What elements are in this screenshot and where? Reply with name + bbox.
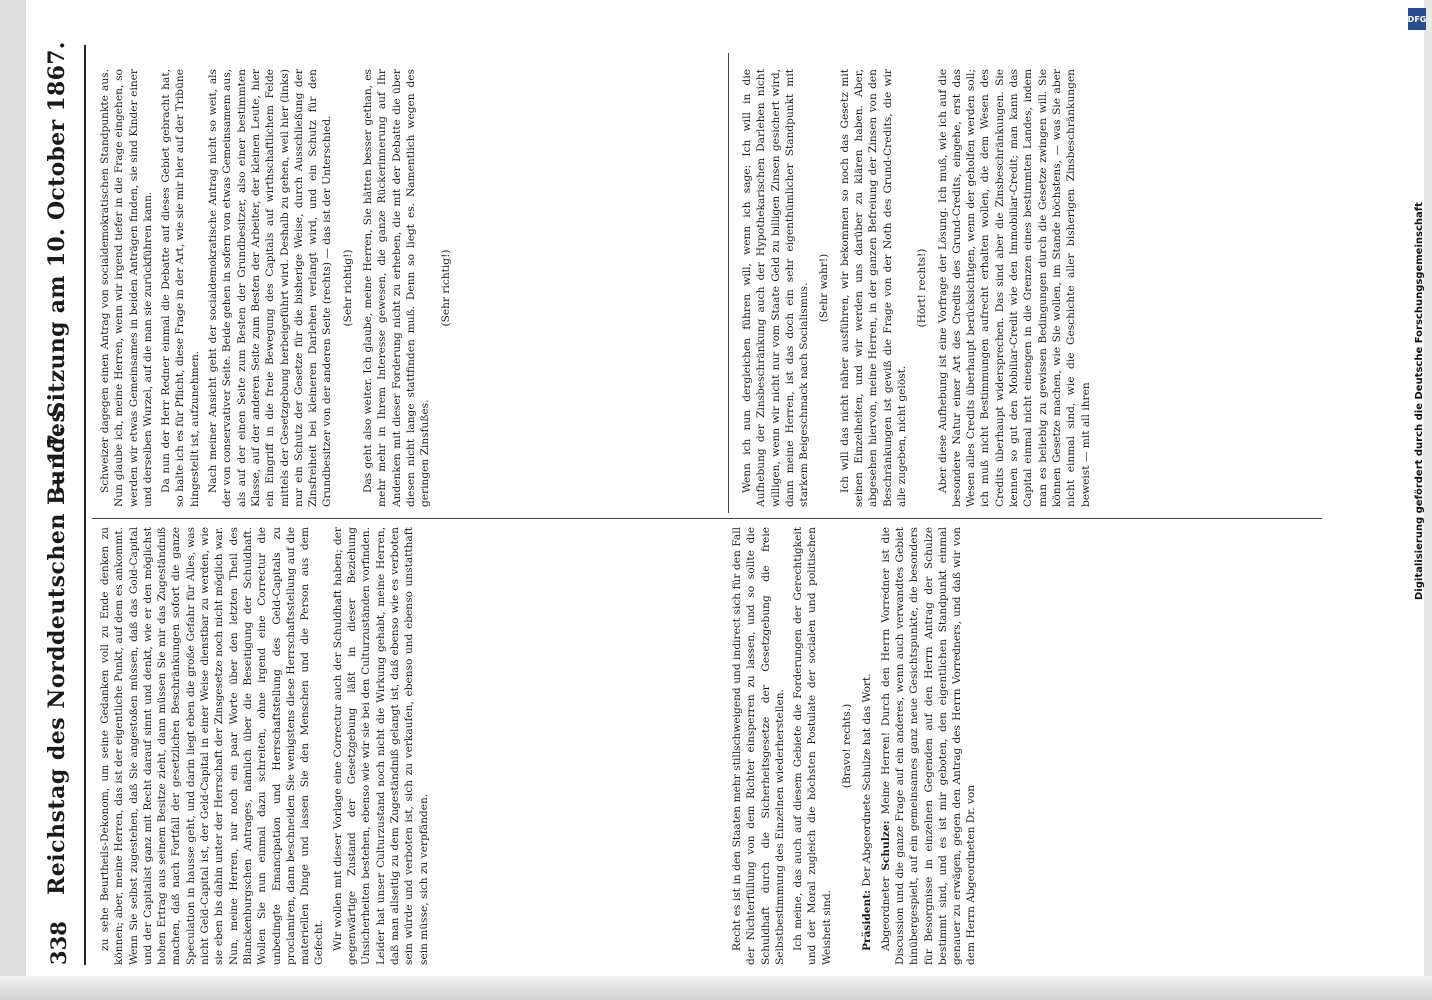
session-title: — 17. Sitzung am 10. October 1867. — [44, 41, 70, 495]
paragraph: Recht es ist in den Staaten mehr stillschweigend und indirect sich für den Fall der Nichterfüllung von dem Richter einsperren zu lassen, und so sollte die Schuldhaft durch die Sicherheitsgesetze der Gesetzgebung die freie Selbstbestimmung des Einzelnen wiederherstellen. — [731, 527, 786, 965]
interjection: (Hört! rechts!) — [916, 248, 929, 328]
paragraph: Aber diese Aufhebung ist eine Vorfrage der Lösung. Ich muß, wie ich auf die besondere Natur einer Art des Credits des Grund-Credits, eingehe, erst das Wesen alles Credits überhaupt berücksichtigen, wenn der geholfen werden soll; ich muß nicht Bestimmungen aufrecht erhalten wollen, die dem Wesen des Credits überhaupt widersprechen. Das sind aber die Zinsbeschränkungen. Sie kennen so gut den Mobiliar-Credit wie den Immobiliar-Credit; man kann das Capital einmal nicht einengen in die Grenzen eines bestimmten Landes, indem man es beliebig zu gewissen Bedingungen durch die Gesetze zwingen will. Sie können Gesetze machen, wie Sie wollen, im Stande höchstens, — was Sie aber nicht einmal sind, wie die Geschichte aller bisherigen Zinsbeschränkungen beweist — mit all ihren — [936, 69, 1092, 507]
text-column-2 — [98, 69, 718, 507]
speaker-name: Schulze: — [879, 820, 892, 871]
scan-edge-left — [0, 0, 26, 1000]
paragraph: Wir wollen mit dieser Vorlage eine Correctur auch der Schuldhaft haben; der gegenwärtige Zustand der Gesetzgebung läßt in dieser Beziehung Unsicherheiten bestehen, ebenso wie wir sie bei den Culturzuständen vorfinden. Leider hat unser Culturzustand noch nicht die Wirkung gehabt, meine Herren, daß man allseitig zu dem Zugeständniß gelangt ist, daß ebenso wie es verboten sein würde und verboten ist, sich zu verkaufen, ebenso und ebenso unstatthaft sein müsse, sich zu verpfänden. — [331, 527, 430, 965]
scan-edge-bottom — [0, 976, 1432, 1000]
page-number: 338 — [46, 921, 71, 965]
dfg-logo: DFG — [1408, 8, 1426, 30]
paragraph: Da nun der Herr Redner einmal die Debatte auf dieses Gebiet gebracht hat, so halte ich es für Pflicht, diese Frage in der Art, wie sie mir hier auf der Tribüne hingestellt ist, aufzunehmen. — [160, 69, 201, 507]
digitization-credit: Digitalisierung gefördert durch die Deutsche Forschungsgemeinschaft — [1414, 202, 1425, 600]
interjection: (Sehr richtig!) — [341, 249, 354, 327]
speaker-intro: Abgeordneter — [879, 876, 892, 951]
column-divider — [92, 518, 1322, 519]
speaker-line — [860, 527, 874, 965]
header-rule — [84, 45, 86, 965]
speaker-text: Der Abgeordnete Schulze hat das Wort. — [861, 673, 874, 887]
running-title: Reichstag des Norddeutschen Bundes. — [44, 401, 70, 895]
text-column-1 — [98, 527, 698, 965]
text-column-3 — [730, 527, 1330, 965]
interjection: (Sehr richtig!) — [439, 249, 452, 327]
paragraph: Das geht also weiter. Ich glaube, meine Herren, Sie hätten besser gethan, es mehr mehr in Ihrem Interesse gewesen, die ganze Rückerinnerung auf Ihr Andenken mit dieser Forderung nicht zu erheben, die mit der Debatte die über diesen nicht lange stattfinden muß. Denn so liegt es. Namentlich wegen des geringen Zinsfußes. — [362, 69, 432, 507]
paragraph — [879, 527, 979, 965]
interjection: (Sehr wahr!) — [818, 253, 831, 323]
paragraph: Wenn ich nun dergleichen führen will, wenn ich sage: Ich will in die Aufhebung der Zinsbeschränkung auch der Hypothekarischen Darlehen nicht willigen, wenn wir nicht nur vom Staate Geld zu billigen Zinsen gesichert wird, dann meine Herren, ist das doch ein sehr eigenthümlicher Standpunkt mit starkem Beigeschmack nach Socialismus. — [741, 69, 811, 507]
paragraph: Schweizer dagegen einen Antrag von socialdemokratischen Standpunkte aus. Nun glaube ich, meine Herren, wenn wir irgend tiefer in die Frage eingehen, so werden wir etwas Gemeinsames in beiden Anträgen finden, sie sind Kinder einer und derselben Wurzel, auf die man sie zurückführen kann. — [99, 69, 154, 507]
interjection: (Bravo! rechts.) — [841, 703, 854, 789]
paragraph: zu sehe Beurtheils-Dekonom, um seine Gedanken voll zu Ende denken zu können; aber, meine Herren, das ist der eigentliche Punkt, auf dem es ankommt. Wenn Sie selbst zugestehen, daß Sie angestoßen müssen, daß das Gold-Capital und der Capitalist ganz mit Recht darauf sinnt und denkt, wie er den möglichst hohen Ertrag aus seinem Besitze zieht, dann müssen Sie mir das Zugeständniß machen, daß nach Fortfall der gesetzlichen Beschränkungen sofort die ganze Speculation in hausse geht, und darin liegt eben die große Gefahr für Alles, was nicht Geld-Capital ist, der Geld-Capital in einer Weise dienstbar zu werden, wie sie eben bis dahin unter der Herrschaft der Zinsgesetze noch nicht möglich war. Nun, meine Herren, nur noch ein paar Worte über den letzten Theil des Blanckenburgschen Antrages, nämlich über die Beseitigung der Schuldhaft. Wollen Sie nun einmal dazu schreiten, ohne irgend eine Correctur die unbedingte Emancipation und Herrschaftstellung des Geld-Capitals zu proclamiren, dann beschneiden Sie wenigstens diese Herrschaftsstellung auf die materiellen Dinge und lassen Sie den Menschen und die Person aus dem Gefecht. — [99, 527, 326, 965]
section-divider — [728, 53, 729, 513]
paragraph: Ich will das nicht näher ausführen, wir bekommen so noch das Gesetz mit seinen Einzelheiten, und wir werden uns darüber zu klären haben. Aber, abgesehen hiervon, meine Herren, in der ganzen Befreiung der Zinsen von den Beschränkungen ist gewiß die Frage von der Noth des Grund-Credits, die wir alle zugeben, nicht gelöst. — [838, 69, 908, 507]
rotated-document — [40, 41, 1420, 965]
paragraph: Nach meiner Ansicht geht der socialdemokratische Antrag nicht so weit, als der von conservativer Seite. Beide gehen in sofern von etwas Gemeinsamem aus, als auf der einen Seite zum Besten der Grundbesitzer, also einer bestimmten Klasse, auf der anderen Seite zum Besten der Arbeiter, der kleinen Leute, hier ein Eingriff in die freie Bewegung des Capitals auf wirthschaftlichem Felde mittels der Gesetzgebung herbeigeführt wird. Deshalb zu gehen, weil hier (links) nur ein Schutz der Gesetze für die bisherige Weise, durch Ausschließung der Zinsfreiheit bei kleineren Darlehen verlangt wird, und ein Schutz für den Grundbesitzer von der anderen Seite (rechts) — das ist der Unterschied. — [207, 69, 334, 507]
speaker-name: Präsident: — [861, 889, 874, 951]
speaker-text: Meine Herren! Durch den Herrn Vorredner ist die Discussion und die ganze Frage auf ein anderes, wenn auch verwandtes Gebiet hinübergespielt, auf ein gemeinsames ganz neue Gesichtspunkte, die besonders für Besorgnisse in einzelnen Gegenden auf den Herrn Antrag der Schulze bestimmt sind, und es ist mir geboten, den eigentlichen Standpunkt einmal genauer zu erwägen, gegen den Antrag des Herrn Vorredners, und daß wir von dem Herrn Abgeordneten Dr. von — [879, 527, 978, 965]
paragraph: Ich meine, das auch auf diesem Gebiete die Forderungen der Gerechtigkeit und der Moral zugleich die höchsten Postulate der socialen und politischen Weisheit sind. — [792, 527, 833, 965]
text-column-4 — [740, 69, 1340, 507]
